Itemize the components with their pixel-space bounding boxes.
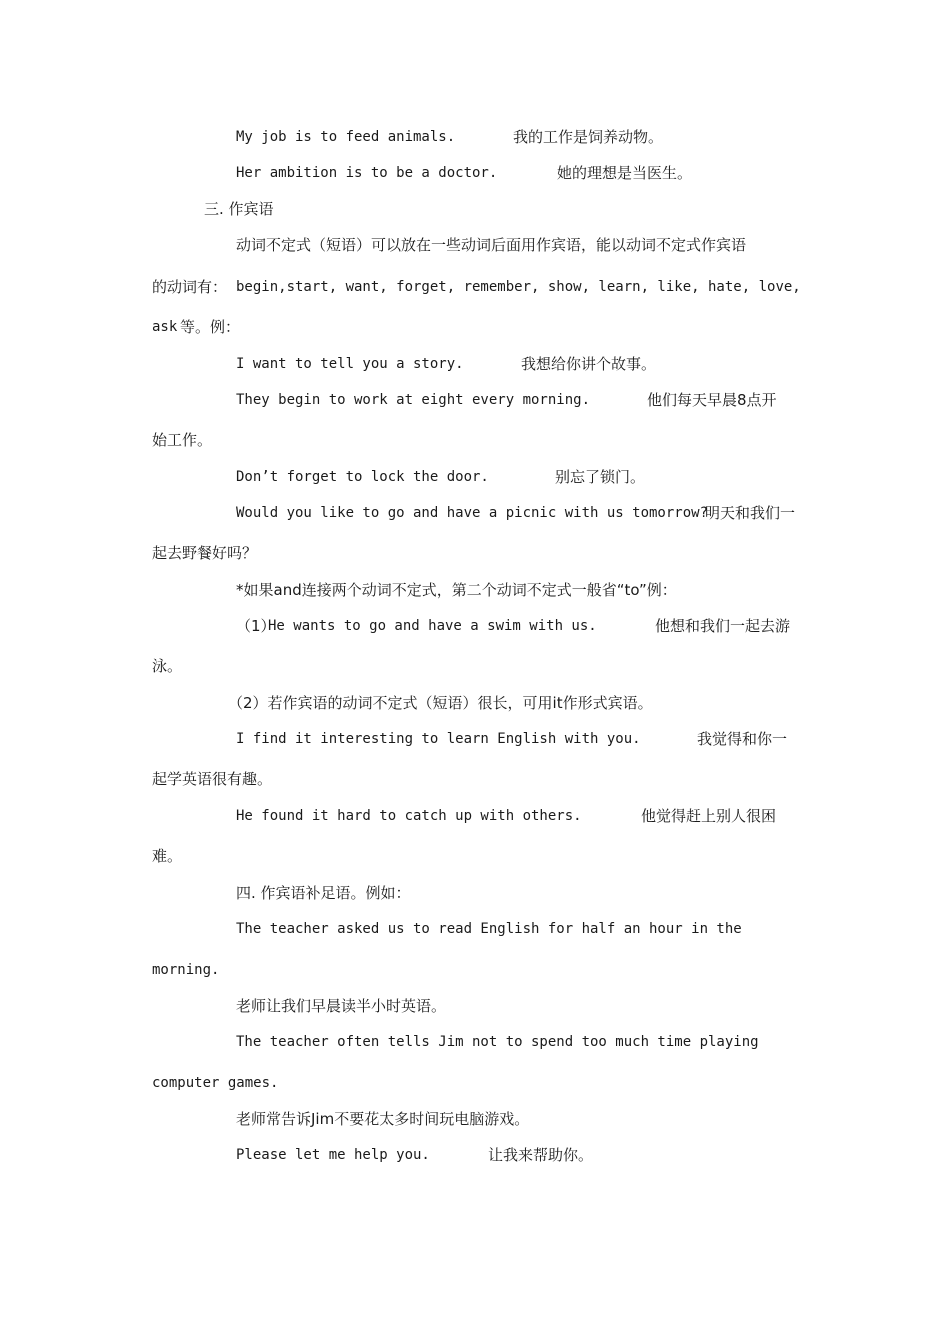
example-sentence-en: computer games. xyxy=(152,1075,279,1091)
example-sentence-en: Her ambition is to be a doctor. xyxy=(236,165,498,181)
example-number: （1） xyxy=(236,617,276,635)
example-sentence-en: My job is to feed animals. xyxy=(236,129,456,145)
example-translation-zh: 他们每天早晨8点开 xyxy=(647,391,777,409)
example-sentence-en: morning. xyxy=(152,962,220,978)
example-sentence-en: The teacher asked us to read English for half an hour in the xyxy=(236,921,742,937)
verb-list: ask xyxy=(152,319,178,335)
note-text: *如果and连接两个动词不定式，第二个动词不定式一般省“to”例： xyxy=(236,581,677,599)
paragraph-text: 的动词有： xyxy=(152,278,228,296)
example-translation-zh: 老师让我们早晨读半小时英语。 xyxy=(236,997,447,1015)
example-translation-zh: 我想给你讲个故事。 xyxy=(521,355,657,373)
example-translation-zh: 她的理想是当医生。 xyxy=(557,164,693,182)
example-translation-zh: 难。 xyxy=(152,847,183,865)
paragraph-text: 动词不定式（短语）可以放在一些动词后面用作宾语，能以动词不定式作宾语 xyxy=(236,236,747,254)
note-text: （2）若作宾语的动词不定式（短语）很长，可用it作形式宾语。 xyxy=(228,694,653,712)
example-translation-zh: 他觉得赶上别人很困 xyxy=(641,807,777,825)
example-translation-zh: 起去野餐好吗？ xyxy=(152,544,258,562)
example-translation-zh: 明天和我们一 xyxy=(705,504,796,522)
example-translation-zh: 我的工作是饲养动物。 xyxy=(513,128,664,146)
example-sentence-en: He found it hard to catch up with others. xyxy=(236,808,582,824)
example-translation-zh: 始工作。 xyxy=(152,431,213,449)
example-translation-zh: 起学英语很有趣。 xyxy=(152,770,273,788)
example-sentence-en: Please let me help you. xyxy=(236,1147,430,1163)
section-heading-complement: 四. 作宾语补足语。例如： xyxy=(236,884,411,902)
example-translation-zh: 他想和我们一起去游 xyxy=(655,617,791,635)
example-sentence-en: The teacher often tells Jim not to spend too much time playing xyxy=(236,1034,759,1050)
verb-list: begin,start, want, forget, remember, show, learn, like, hate, love, xyxy=(236,279,801,295)
example-sentence-en: I want to tell you a story. xyxy=(236,356,464,372)
example-sentence-en: I find it interesting to learn English with you. xyxy=(236,731,641,747)
paragraph-text: 等。例： xyxy=(180,318,241,336)
section-heading-object: 三. 作宾语 xyxy=(204,200,274,218)
example-sentence-en: Don’t forget to lock the door. xyxy=(236,469,489,485)
example-sentence-en: They begin to work at eight every morning. xyxy=(236,392,591,408)
example-translation-zh: 泳。 xyxy=(152,657,183,675)
example-sentence-en: Would you like to go and have a picnic with us tomorrow? xyxy=(236,505,709,521)
example-translation-zh: 让我来帮助你。 xyxy=(488,1146,594,1164)
example-translation-zh: 我觉得和你一 xyxy=(697,730,788,748)
example-translation-zh: 别忘了锁门。 xyxy=(555,468,646,486)
example-sentence-en: He wants to go and have a swim with us. xyxy=(268,618,597,634)
example-translation-zh: 老师常告诉Jim不要花太多时间玩电脑游戏。 xyxy=(236,1110,530,1128)
